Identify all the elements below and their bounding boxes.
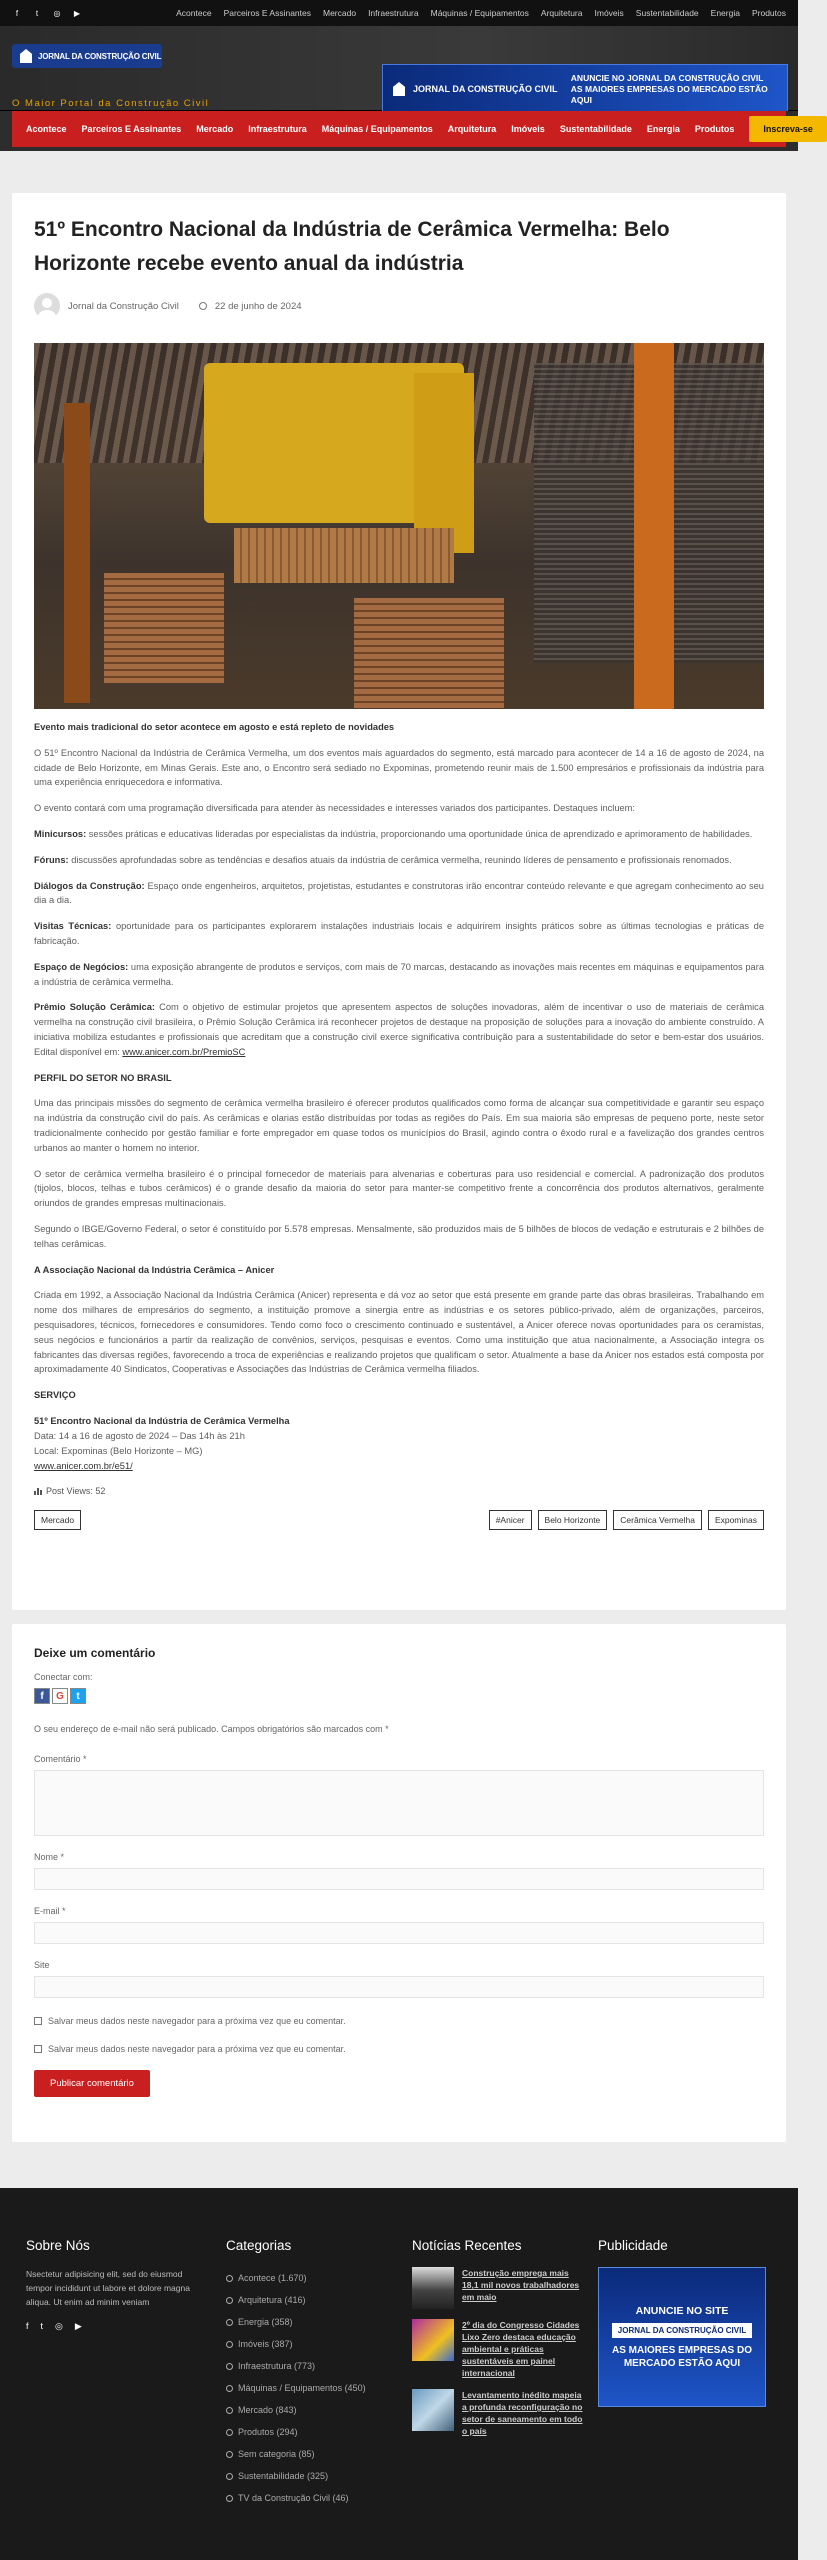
article-card bbox=[12, 193, 786, 1610]
nav-item[interactable]: Sustentabilidade bbox=[559, 124, 632, 134]
category-tag[interactable]: Mercado bbox=[34, 1510, 81, 1530]
instagram-icon[interactable]: ◎ bbox=[53, 8, 61, 18]
subscribe-button[interactable]: Inscreva-se bbox=[749, 116, 827, 142]
banner-left-text: JORNAL DA CONSTRUÇÃO CIVIL bbox=[413, 83, 558, 94]
footer-social bbox=[26, 2321, 211, 2332]
tag[interactable]: Belo Horizonte bbox=[538, 1510, 608, 1530]
news-thumbnail bbox=[412, 2267, 454, 2309]
nav-item[interactable]: Infraestrutura bbox=[248, 124, 307, 134]
topnav-link[interactable]: Máquinas / Equipamentos bbox=[430, 8, 529, 18]
topnav-link[interactable]: Arquitetura bbox=[540, 8, 583, 18]
main-nav bbox=[12, 111, 813, 147]
twitter-login-icon[interactable]: t bbox=[70, 1688, 86, 1704]
category-label: Sustentabilidade (325) bbox=[238, 2471, 329, 2481]
facebook-login-icon[interactable]: f bbox=[34, 1688, 50, 1704]
tags-row bbox=[34, 1510, 764, 1530]
hero-column bbox=[634, 343, 674, 709]
paragraph: Uma das principais missões do segmento de cerâmica vermelha brasileiro é oferecer produtos qualificados como forma de alcançar sua competitividade e garantir seu espaço na indústria da construção civil do país. As cerâmicas e olarias estão distribuídas por todas as regiões do País. Em sua maioria são empresas de pequeno porte, neste setor tradicionalmente conhecido por gestão familiar e forte empregador em quase todos os municípios do Brasil, agindo contra o êxodo rural e a favelização dos grandes centros urbanos ao manter o homem no interior. bbox=[34, 1098, 764, 1153]
top-bar bbox=[0, 0, 798, 26]
hero-brick-tray bbox=[234, 528, 454, 583]
footer-about bbox=[26, 2188, 211, 2332]
name-field[interactable] bbox=[34, 1868, 764, 1890]
news-link[interactable]: Construção emprega mais 18,1 mil novos trabalhadores em maio bbox=[462, 2268, 580, 2302]
category-label: Arquitetura (416) bbox=[238, 2295, 306, 2305]
nav-item[interactable]: Arquitetura bbox=[447, 124, 497, 134]
topnav-link[interactable]: Infraestrutura bbox=[368, 8, 419, 18]
footer-categories-title: Categorias bbox=[226, 2238, 292, 2253]
topnav-link[interactable]: Acontece bbox=[176, 8, 212, 18]
paragraph: O evento contará com uma programação diversificada para atender às necessidades e interesses variados dos participantes. Destaques incluem: bbox=[34, 803, 636, 814]
topnav-link[interactable]: Sustentabilidade bbox=[635, 8, 699, 18]
youtube-icon[interactable]: ▶ bbox=[74, 2321, 82, 2331]
section-heading: PERFIL DO SETOR NO BRASIL bbox=[34, 1072, 172, 1083]
paragraph: O setor de cerâmica vermelha brasileiro é o principal fornecedor de materiais para alvenarias e coberturas para uso residencial e comercial. A padronização dos produtos (tijolos, blocos, telhas e tubos cerâmicos) é o grande desafio da maioria do setor para manter-se competitivo frente a concorrência dos produtos alternativos, geralmente oriundos de grandes empresas multinacionais. bbox=[34, 1168, 764, 1209]
circle-icon bbox=[226, 2363, 233, 2370]
highlight-key: Minicursos: bbox=[34, 828, 87, 839]
category-item[interactable] bbox=[226, 2267, 366, 2289]
service-date: Data: 14 a 16 de agosto de 2024 – Das 14h às 21h bbox=[34, 1430, 245, 1441]
highlight-value: oportunidade para os participantes explorarem instalações industriais locais e adquirirem insights práticos sobre as últimas tecnologias e práticas de fabricação. bbox=[34, 921, 765, 946]
news-link[interactable]: Levantamento inédito mapeia a profunda reconfiguração no setor de saneamento em todo o país bbox=[462, 2390, 583, 2436]
highlight-key: Visitas Técnicas: bbox=[34, 921, 112, 932]
footer-about-text: Nsectetur adipisicing elit, sed do eiusmod tempor incididunt ut labore et dolore magna aliqua. Ut enim ad minim veniam bbox=[26, 2269, 190, 2307]
main-nav-wrapper bbox=[0, 111, 813, 151]
category-list bbox=[226, 2267, 366, 2509]
logo-mark-icon bbox=[20, 49, 32, 63]
save-data-checkbox-row[interactable] bbox=[34, 2044, 764, 2054]
category-item[interactable] bbox=[226, 2311, 366, 2333]
circle-icon bbox=[226, 2319, 233, 2326]
footer-ad-banner[interactable] bbox=[598, 2267, 766, 2407]
circle-icon bbox=[226, 2275, 233, 2282]
highlight-value: sessões práticas e educativas lideradas por especialistas da indústria, proporcionando uma oportunidade única de aprendizado e aprimoramento de habilidades. bbox=[86, 828, 753, 839]
tag[interactable]: Cerâmica Vermelha bbox=[613, 1510, 702, 1530]
instagram-icon[interactable]: ◎ bbox=[55, 2321, 63, 2331]
premio-link[interactable]: www.anicer.com.br/PremioSC bbox=[122, 1046, 246, 1057]
topnav-link[interactable]: Imóveis bbox=[594, 8, 624, 18]
category-label: Produtos (294) bbox=[238, 2427, 298, 2437]
circle-icon bbox=[226, 2495, 233, 2502]
site-field[interactable] bbox=[34, 1976, 764, 1998]
article-date: 22 de junho de 2024 bbox=[214, 300, 302, 312]
connect-label: Conectar com: bbox=[34, 1672, 93, 1682]
news-item[interactable] bbox=[412, 2389, 587, 2437]
banner-logo bbox=[393, 82, 405, 96]
facebook-icon[interactable]: f bbox=[26, 2321, 29, 2331]
circle-icon bbox=[226, 2451, 233, 2458]
banner-right-line: ANUNCIE NO JORNAL DA CONSTRUÇÃO CIVIL bbox=[570, 72, 764, 83]
category-label: Mercado (843) bbox=[238, 2405, 297, 2415]
highlight-value: uma exposição abrangente de produtos e serviços, com mais de 70 marcas, destacando as inovações mais recentes em máquinas e equipamentos para a indústria de cerâmica vermelha. bbox=[34, 961, 764, 987]
comment-form-title: Deixe um comentário bbox=[34, 1646, 156, 1660]
twitter-icon[interactable]: t bbox=[35, 8, 39, 18]
paragraph: Segundo o IBGE/Governo Federal, o setor é constituído por 5.578 empresas. Mensalmente, são produzidos mais de 5 bilhões de blocos de vedação e estruturais e 2 bilhões de telhas cerâmicas. bbox=[34, 1223, 764, 1249]
footer-recent-news bbox=[412, 2188, 587, 2447]
post-views-text: Post Views: 52 bbox=[46, 1485, 106, 1496]
banner-right-text bbox=[571, 73, 777, 106]
ad-line: ANUNCIE NO SITE bbox=[635, 2304, 729, 2317]
article-title: 51º Encontro Nacional da Indústria de Cerâmica Vermelha: Belo Horizonte recebe evento anual da indústria bbox=[34, 218, 670, 275]
footer-about-title: Sobre Nós bbox=[26, 2238, 90, 2253]
premio-key: Prêmio Solução Cerâmica: bbox=[34, 1002, 155, 1013]
paragraph: Criada em 1992, a Associação Nacional da Indústria Cerâmica (Anicer) representa e dá voz ao setor que está presente em grande parte das obras brasileiras. Trabalhando em nome dos milhares de empresários do segmento, a instituição promove a sinergia entre as indústrias e os setores público-privado, além de organizações, parceiros, pesquisadores, técnicos, fornecedores e consumidores. Tendo como foco o crescimento continuado e sustentável, a Anicer oferece novas oportunidades para os ceramistas, seus negócios e funcionários a partir da realização de convênios, serviços, pesquisas e eventos. Como uma instituição que atua nacionalmente, a Associação integra os fabricantes das diversas regiões, favorecendo a troca de experiências e realizando projetos que qualificam o setor. Atualmente a base da Anicer nos estados está composta por aproximadamente 40 Sindicatos, Cooperativas e Associações das Indústrias de Cerâmica vermelha filiados. bbox=[34, 1290, 764, 1375]
facebook-icon[interactable]: f bbox=[15, 8, 19, 18]
ad-logo: JORNAL DA CONSTRUÇÃO CIVIL bbox=[612, 2323, 752, 2338]
checkbox-label: Salvar meus dados neste navegador para a próxima vez que eu comentar. bbox=[48, 2044, 346, 2054]
article-meta bbox=[34, 293, 764, 319]
news-item[interactable] bbox=[412, 2267, 587, 2309]
checkbox[interactable] bbox=[34, 2017, 42, 2025]
service-event: 51º Encontro Nacional da Indústria de Cerâmica Vermelha bbox=[34, 1415, 290, 1426]
checkbox[interactable] bbox=[34, 2045, 42, 2053]
name-label: Nome * bbox=[34, 1852, 65, 1862]
author-avatar bbox=[34, 293, 60, 319]
category-item[interactable] bbox=[226, 2443, 366, 2465]
category-item[interactable] bbox=[226, 2487, 366, 2509]
topnav-link[interactable]: Produtos bbox=[751, 8, 786, 18]
highlight-value: discussões aprofundadas sobre as tendências e desafios atuais da indústria de cerâmica vermelha, reunindo líderes de pensamento e profissionais renomados. bbox=[68, 854, 732, 865]
email-label: E-mail * bbox=[34, 1906, 66, 1916]
tag-list bbox=[489, 1510, 764, 1530]
bar-chart-icon bbox=[34, 1487, 42, 1495]
top-nav bbox=[176, 8, 786, 18]
required-notice: O seu endereço de e-mail não será publicado. Campos obrigatórios são marcados com * bbox=[34, 1724, 389, 1734]
topnav-link[interactable]: Parceiros E Assinantes bbox=[223, 8, 311, 18]
circle-icon bbox=[226, 2473, 233, 2480]
nav-item[interactable]: Produtos bbox=[694, 124, 735, 134]
category-label: Acontece (1.670) bbox=[238, 2273, 307, 2283]
google-login-icon[interactable]: G bbox=[52, 1688, 68, 1704]
nav-item[interactable]: Energia bbox=[646, 124, 680, 134]
circle-icon bbox=[226, 2297, 233, 2304]
circle-icon bbox=[226, 2385, 233, 2392]
checkbox-label: Salvar meus dados neste navegador para a próxima vez que eu comentar. bbox=[48, 2016, 346, 2026]
category-label: Infraestrutura (773) bbox=[238, 2361, 316, 2371]
footer-ad-title: Publicidade bbox=[598, 2238, 668, 2253]
tag[interactable]: #Anicer bbox=[489, 1510, 532, 1530]
circle-icon bbox=[226, 2407, 233, 2414]
logo-text: JORNAL DA CONSTRUÇÃO CIVIL bbox=[38, 51, 162, 61]
youtube-icon[interactable]: ▶ bbox=[73, 8, 81, 18]
nav-item[interactable]: Mercado bbox=[196, 124, 234, 134]
article-body bbox=[34, 720, 764, 1530]
site-footer bbox=[0, 2188, 798, 2560]
news-link[interactable]: 2º dia do Congresso Cidades Lixo Zero destaca educação ambiental e práticas sustentáveis em painel internacional bbox=[462, 2320, 580, 2378]
post-views bbox=[34, 1486, 764, 1496]
news-thumbnail bbox=[412, 2389, 454, 2431]
category-label: Imóveis (387) bbox=[238, 2339, 293, 2349]
category-label: Energia (358) bbox=[238, 2317, 293, 2327]
site-label: Site bbox=[34, 1960, 50, 1970]
category-item[interactable] bbox=[226, 2465, 366, 2487]
comment-label: Comentário * bbox=[34, 1754, 87, 1764]
category-item[interactable] bbox=[226, 2333, 366, 2355]
circle-icon bbox=[226, 2341, 233, 2348]
nav-item[interactable]: Acontece bbox=[26, 124, 67, 134]
logo-mark-icon bbox=[393, 82, 405, 96]
highlight-item bbox=[34, 853, 764, 868]
clock-icon bbox=[199, 302, 207, 310]
hero-machine-arm bbox=[414, 373, 474, 553]
submit-comment-button[interactable]: Publicar comentário bbox=[34, 2070, 150, 2097]
nav-item[interactable]: Imóveis bbox=[511, 124, 545, 134]
footer-news-title: Notícias Recentes bbox=[412, 2238, 522, 2253]
news-thumbnail bbox=[412, 2319, 454, 2361]
author-name[interactable]: Jornal da Construção Civil bbox=[68, 300, 179, 312]
service-link[interactable]: www.anicer.com.br/e51/ bbox=[34, 1460, 133, 1471]
social-login bbox=[34, 1688, 764, 1704]
comment-form-card bbox=[12, 1624, 786, 2142]
paragraph: O 51º Encontro Nacional da Indústria de Cerâmica Vermelha, um dos eventos mais aguardados do segmento, está marcado para acontecer de 14 a 16 de agosto de 2024, na cidade de Belo Horizonte, em Minas Gerais. Este ano, o Encontro será sediado no Expominas, prometendo reunir mais de 1.500 empresários e profissionais da indústria para uma experiência enriquecedora e informativa. bbox=[34, 747, 764, 788]
topnav-link[interactable]: Mercado bbox=[322, 8, 357, 18]
nav-item[interactable]: Parceiros E Assinantes bbox=[81, 124, 182, 134]
highlight-item bbox=[34, 879, 764, 909]
category-item[interactable] bbox=[226, 2355, 366, 2377]
nav-item[interactable]: Máquinas / Equipamentos bbox=[321, 124, 433, 134]
category-item[interactable] bbox=[226, 2289, 366, 2311]
site-logo[interactable] bbox=[12, 44, 162, 68]
service-location: Local: Expominas (Belo Horizonte – MG) bbox=[34, 1445, 203, 1456]
twitter-icon[interactable]: t bbox=[40, 2321, 44, 2331]
service-info bbox=[34, 1414, 764, 1474]
news-item[interactable] bbox=[412, 2319, 587, 2379]
hero-bricks bbox=[104, 573, 224, 683]
category-item[interactable] bbox=[226, 2377, 366, 2399]
category-item[interactable] bbox=[226, 2421, 366, 2443]
highlight-item bbox=[34, 960, 764, 990]
article-hero-image bbox=[34, 343, 764, 709]
footer-ads bbox=[598, 2188, 766, 2407]
email-field[interactable] bbox=[34, 1922, 764, 1944]
social-links bbox=[12, 8, 82, 18]
highlight-item bbox=[34, 827, 764, 842]
highlight-key: Fóruns: bbox=[34, 854, 69, 865]
category-item[interactable] bbox=[226, 2399, 366, 2421]
header-banner-ad[interactable] bbox=[382, 64, 788, 114]
topnav-link[interactable]: Energia bbox=[710, 8, 740, 18]
save-data-checkbox-row[interactable] bbox=[34, 2016, 764, 2026]
section-heading: SERVIÇO bbox=[34, 1390, 76, 1401]
section-heading: A Associação Nacional da Indústria Cerâmica – Anicer bbox=[34, 1264, 275, 1275]
site-tagline: O Maior Portal da Construção Civil bbox=[12, 98, 210, 109]
site-header bbox=[0, 26, 798, 111]
news-list bbox=[412, 2267, 587, 2437]
premio-text: Com o objetivo de estimular projetos que apresentem aspectos de soluções inovadoras, além de incentivar o uso de materiais de cerâmica vermelha na construção civil brasileira, o Prêmio Solução Cerâmica irá reconhecer projetos de destaque na proposição de soluções para a inovação do ambiente construído. A iniciativa mobiliza estudantes e profissionais que acreditam que a construção civil exerce significativa contribuição para a sustentabilidade do setor e bem-estar dos usuários. Edital disponível em: bbox=[34, 1002, 764, 1057]
highlight-key: Espaço de Negócios: bbox=[34, 961, 129, 972]
circle-icon bbox=[226, 2429, 233, 2436]
hero-bricks bbox=[354, 598, 504, 708]
highlight-value: Espaço onde engenheiros, arquitetos, projetistas, estudantes e construtoras irão encontrar conteúdo relevante e que agregam conhecimento ao seu dia a dia. bbox=[34, 880, 764, 906]
highlight-key: Diálogos da Construção: bbox=[34, 880, 145, 891]
tag[interactable]: Expominas bbox=[708, 1510, 764, 1530]
highlight-item bbox=[34, 919, 764, 949]
category-label: TV da Construção Civil (46) bbox=[238, 2493, 349, 2503]
footer-categories bbox=[226, 2188, 366, 2509]
article-lead: Evento mais tradicional do setor acontece em agosto e está repleto de novidades bbox=[34, 722, 395, 732]
banner-right-line: AS MAIORES EMPRESAS DO MERCADO ESTÃO AQUI bbox=[570, 83, 768, 105]
hero-column bbox=[64, 403, 90, 703]
ad-line: AS MAIORES EMPRESAS DO MERCADO ESTÃO AQUI bbox=[611, 2344, 753, 2369]
premio-paragraph bbox=[34, 1000, 764, 1059]
category-label: Máquinas / Equipamentos (450) bbox=[238, 2383, 366, 2393]
category-label: Sem categoria (85) bbox=[238, 2449, 315, 2459]
comment-textarea[interactable] bbox=[34, 1770, 764, 1836]
